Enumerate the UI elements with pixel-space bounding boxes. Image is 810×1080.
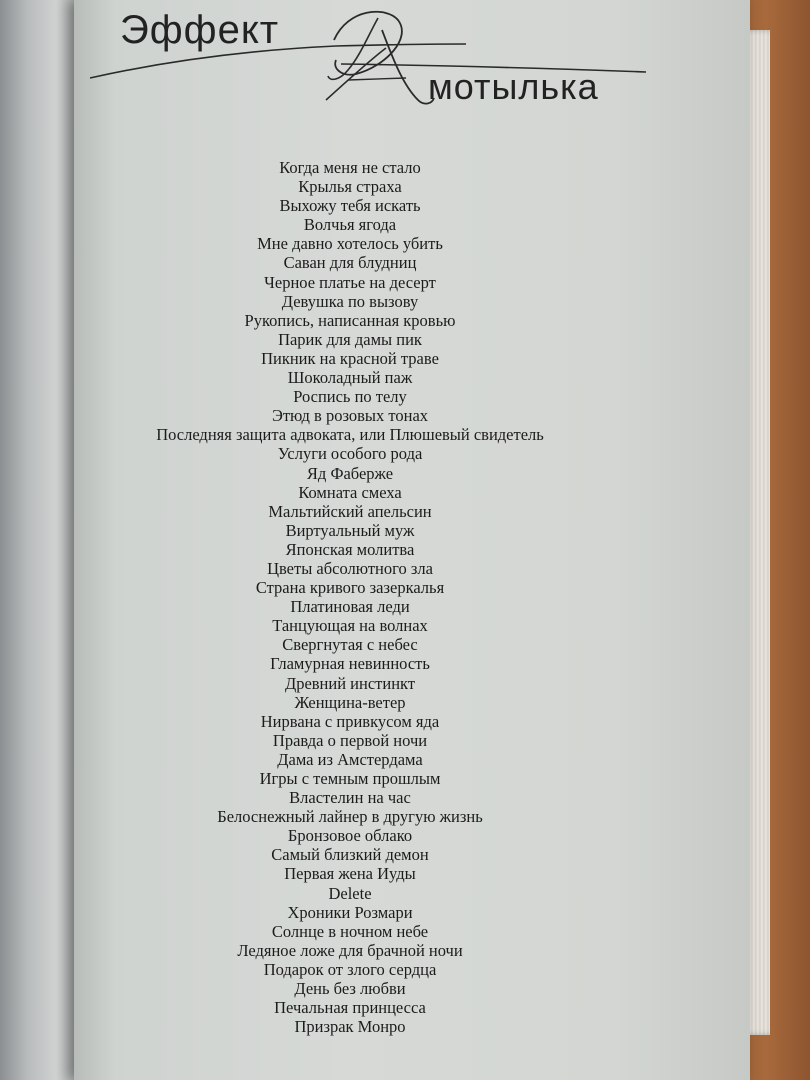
list-item: Delete — [328, 883, 372, 903]
list-item: Саван для блудниц — [283, 253, 417, 273]
list-item: Призрак Монро — [294, 1017, 406, 1037]
list-item: Самый близкий демон — [271, 845, 429, 865]
list-item: Властелин на час — [289, 788, 411, 808]
list-item: Яд Фаберже — [306, 463, 394, 483]
list-item: Солнце в ночном небе — [271, 921, 429, 941]
list-item: Свергнутая с небес — [282, 635, 418, 655]
list-item: Нирвана с привкусом яда — [260, 711, 440, 731]
list-item: Этюд в розовых тонах — [271, 406, 429, 426]
list-item: Девушка по вызову — [281, 291, 419, 311]
list-item: Бронзовое облако — [287, 826, 413, 846]
list-item: Услуги особого рода — [277, 444, 423, 464]
list-item: Последняя защита адвоката, или Плюшевый свидетель — [156, 425, 544, 445]
list-item: Печальная принцесса — [274, 998, 426, 1018]
list-item: Мне давно хотелось убить — [257, 234, 443, 254]
series-title-left: Эффект — [120, 8, 280, 52]
left-page-margin — [0, 0, 80, 1080]
list-item: Рукопись, написанная кровью — [244, 310, 456, 330]
list-item: Виртуальный муж — [285, 520, 415, 540]
list-item: Комната смеха — [298, 482, 402, 502]
list-item: Цветы абсолютного зла — [267, 558, 433, 578]
list-item: Древний инстинкт — [284, 673, 416, 693]
list-item: Дама из Амстердама — [277, 749, 423, 769]
list-item: Женщина-ветер — [294, 692, 406, 712]
list-item: Роспись по телу — [293, 387, 407, 407]
book-titles-list — [90, 158, 610, 1036]
list-item: День без любви — [294, 979, 406, 999]
list-item: Белоснежный лайнер в другую жизнь — [217, 807, 483, 827]
series-title-right: мотылька — [428, 66, 599, 107]
list-item: Игры с темным прошлым — [259, 769, 441, 788]
list-item: Черное платье на десерт — [264, 272, 436, 292]
list-item: Шоколадный паж — [287, 368, 413, 388]
list-item: Гламурная невинность — [270, 654, 430, 674]
list-item: Волчья ягода — [303, 215, 397, 235]
list-item: Подарок от злого сердца — [263, 959, 437, 979]
list-item: Правда о первой ночи — [272, 730, 428, 750]
list-item: Хроники Розмари — [287, 902, 413, 922]
list-item: Японская молитва — [285, 539, 415, 559]
list-item: Платиновая леди — [290, 597, 410, 617]
list-item: Первая жена Иуды — [284, 864, 416, 884]
list-item: Мальтийский апельсин — [268, 501, 432, 521]
list-item: Пикник на красной траве — [261, 348, 439, 368]
list-item: Крылья страха — [298, 177, 402, 197]
list-item: Страна кривого зазеркалья — [255, 578, 445, 598]
list-item: Когда меня не стало — [279, 158, 421, 177]
list-item: Выхожу тебя искать — [279, 196, 421, 216]
list-item: Танцующая на волнах — [272, 616, 428, 636]
list-item: Ледяное ложе для брачной ночи — [237, 940, 463, 960]
list-item: Парик для дамы пик — [278, 329, 422, 349]
